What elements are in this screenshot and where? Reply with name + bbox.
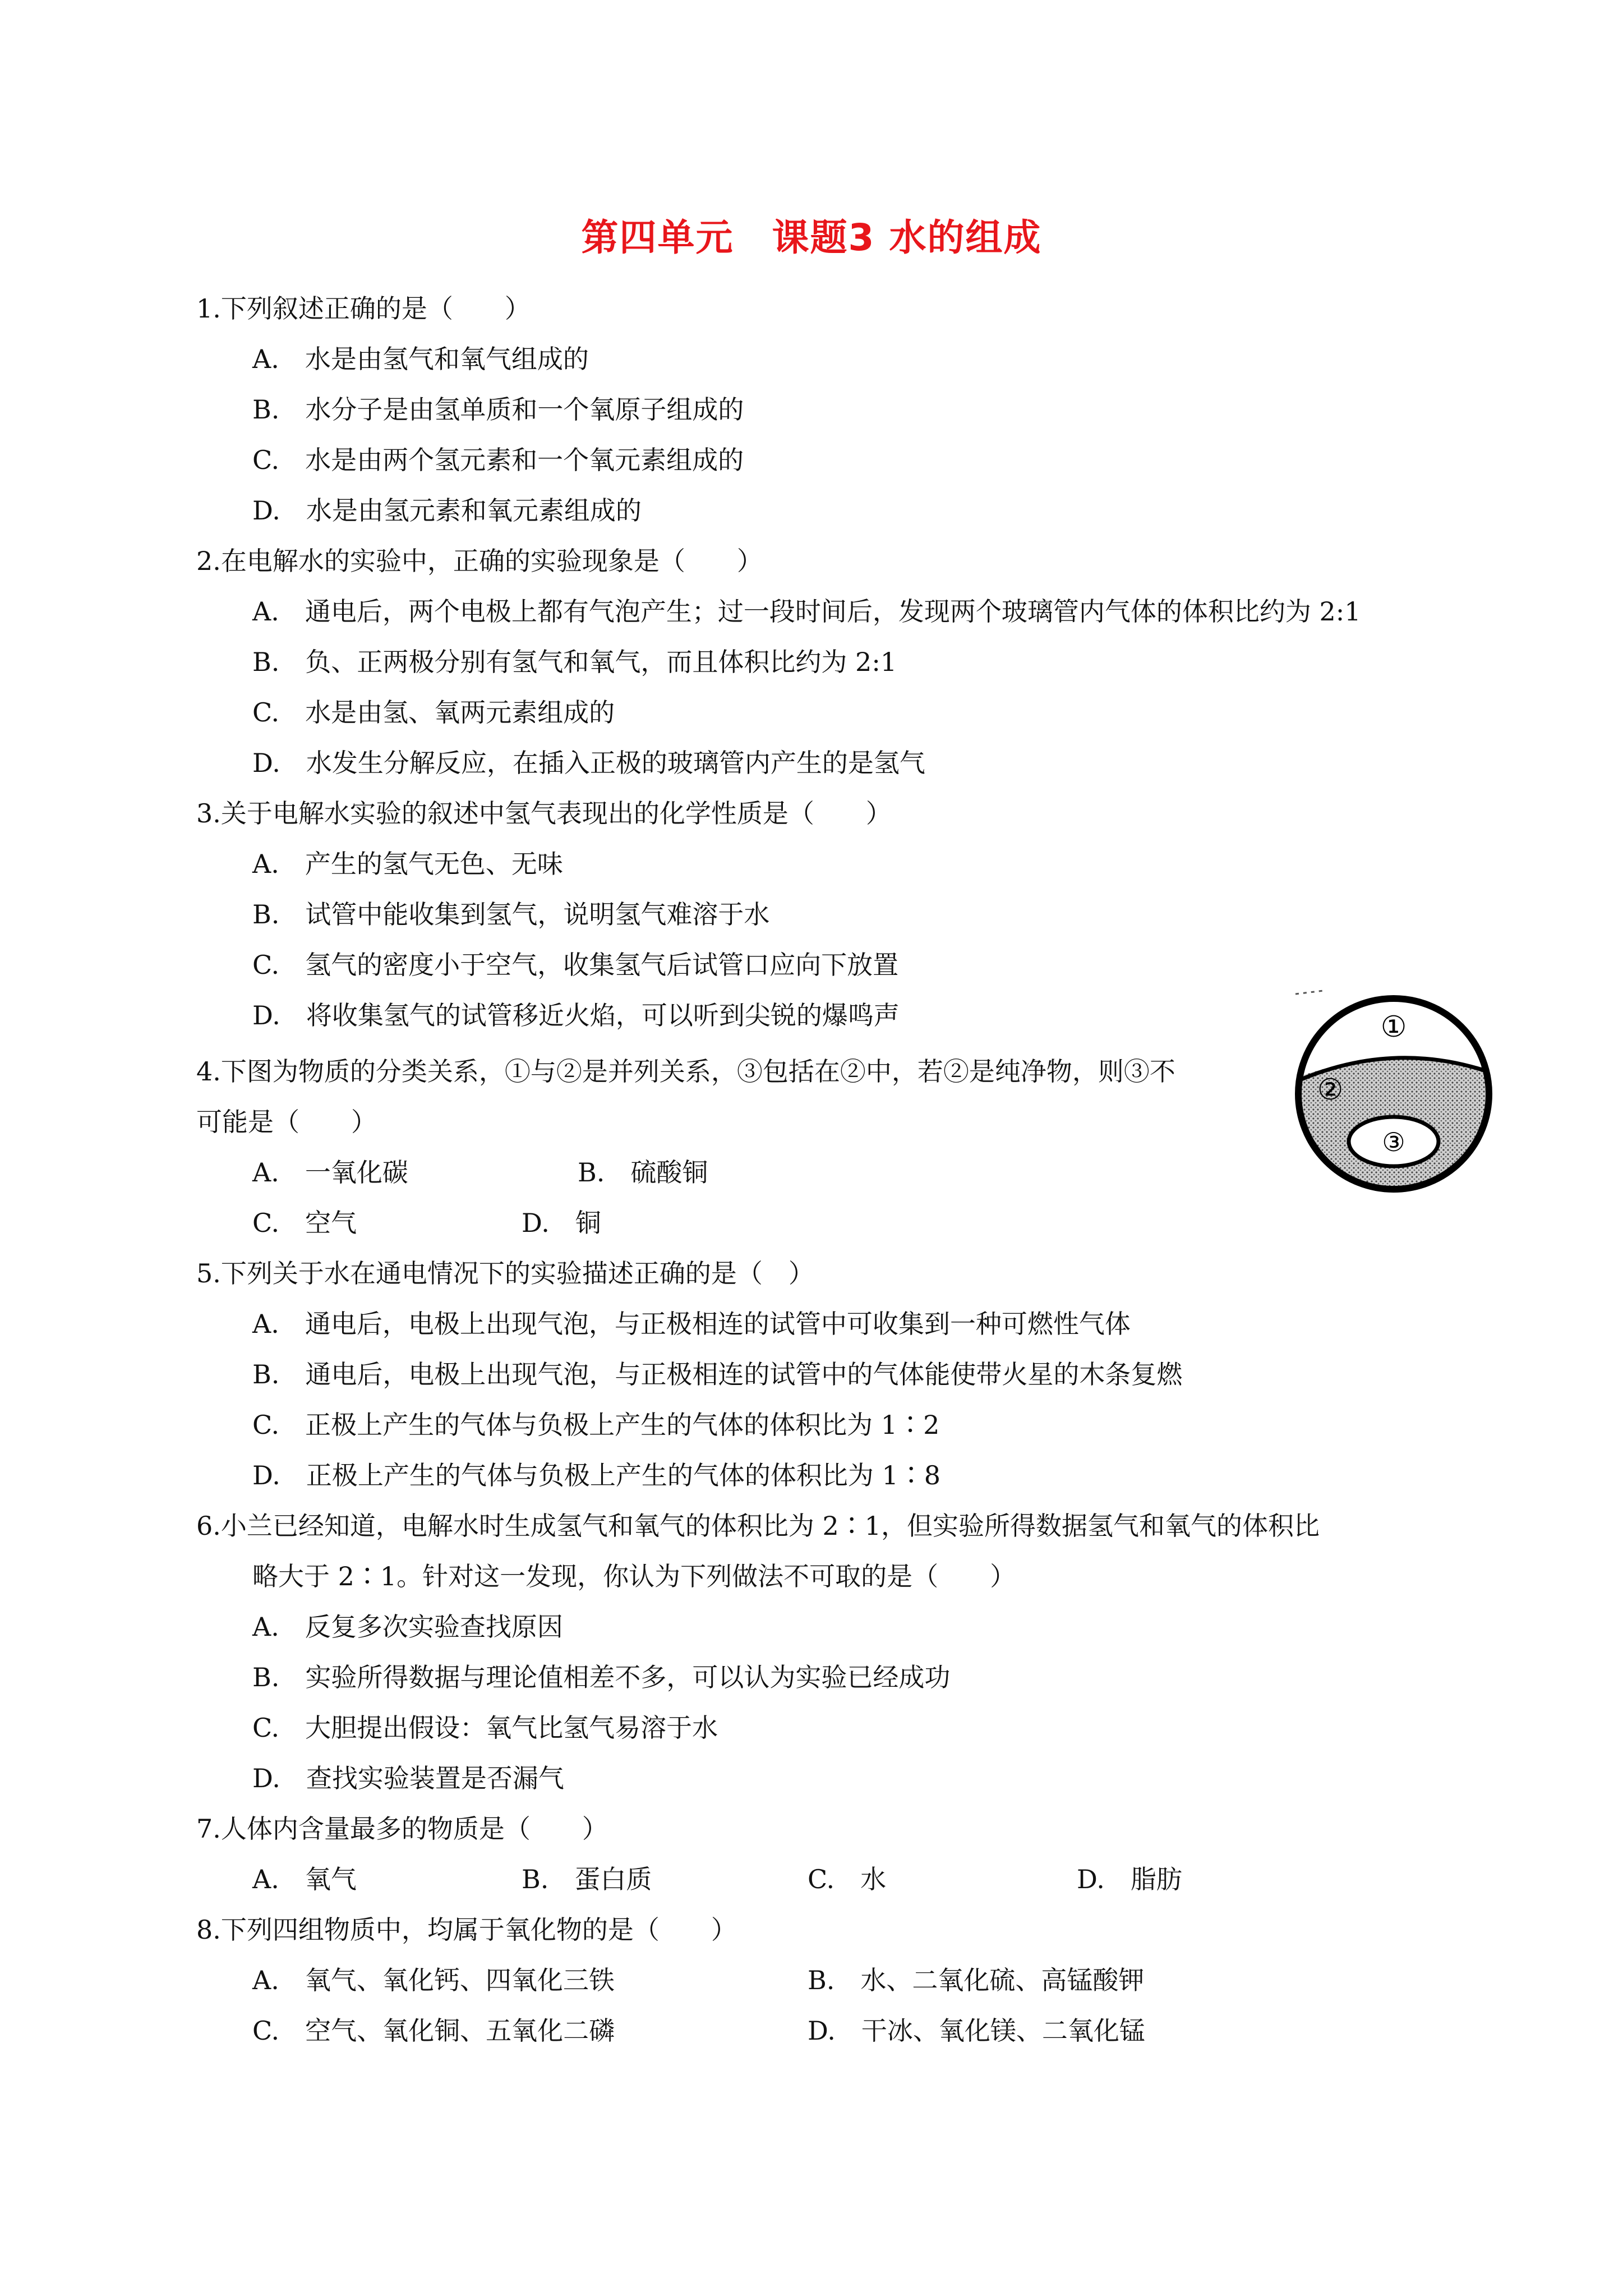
question-7-option-a: A. 氧气 — [252, 1864, 357, 1894]
question-6-option-d: D. 查找实验装置是否漏气 — [252, 1763, 564, 1793]
question-7-stem: 7.人体内含量最多的物质是（ ） — [196, 1814, 608, 1844]
question-1-stem: 1.下列叙述正确的是（ ） — [196, 293, 531, 324]
label-2: ② — [1317, 1073, 1344, 1107]
question-5-option-b: B. 通电后，电极上出现气泡，与正极相连的试管中的气体能使带火星的木条复燃 — [252, 1359, 1183, 1389]
question-1-option-d: D. 水是由氢元素和氧元素组成的 — [252, 495, 642, 526]
question-4-option-c: C. 空气 — [252, 1208, 357, 1238]
question-7-option-c: C. 水 — [808, 1864, 887, 1894]
question-4-option-a: A. 一氧化碳 — [252, 1157, 408, 1188]
question-6-option-b: B. 实验所得数据与理论值相差不多，可以认为实验已经成功 — [252, 1662, 951, 1692]
question-1-option-b: B. 水分子是由氢单质和一个氧原子组成的 — [252, 394, 744, 425]
question-3-stem: 3.关于电解水实验的叙述中氢气表现出的化学性质是（ ） — [196, 798, 892, 829]
question-4-stem: 4.下图为物质的分类关系，①与②是并列关系，③包括在②中，若②是纯净物，则③不 — [196, 1056, 1175, 1087]
question-8-option-a: A. 氧气、氧化钙、四氧化三铁 — [252, 1965, 615, 1995]
question-6-stem: 6.小兰已经知道，电解水时生成氢气和氧气的体积比为 2∶1，但实验所得数据氢气和氧气的体积比 — [196, 1511, 1320, 1541]
question-7-option-d: D. 脂肪 — [1077, 1864, 1182, 1894]
question-4-stem-cont: 可能是（ ） — [196, 1107, 377, 1137]
question-5-option-a: A. 通电后，电极上出现气泡，与正极相连的试管中可收集到一种可燃性气体 — [252, 1309, 1131, 1339]
question-2-option-c: C. 水是由氢、氧两元素组成的 — [252, 697, 615, 728]
question-5-option-d: D. 正极上产生的气体与负极上产生的气体的体积比为 1∶8 — [252, 1460, 941, 1490]
question-8-option-d: D. 干冰、氧化镁、二氧化锰 — [808, 2016, 1145, 2046]
question-5-option-c: C. 正极上产生的气体与负极上产生的气体的体积比为 1∶2 — [252, 1410, 940, 1440]
question-8-stem: 8.下列四组物质中，均属于氧化物的是（ ） — [196, 1915, 737, 1945]
question-3-option-d: D. 将收集氢气的试管移近火焰，可以听到尖锐的爆鸣声 — [252, 1000, 900, 1030]
question-1-option-a: A. 水是由氢气和氧气组成的 — [252, 344, 589, 374]
question-2-option-d: D. 水发生分解反应，在插入正极的玻璃管内产生的是氢气 — [252, 748, 925, 778]
question-1-option-c: C. 水是由两个氢元素和一个氧元素组成的 — [252, 445, 744, 475]
question-3-option-a: A. 产生的氢气无色、无味 — [252, 849, 563, 879]
question-3-option-c: C. 氢气的密度小于空气，收集氢气后试管口应向下放置 — [252, 950, 899, 980]
question-6-option-c: C. 大胆提出假设：氧气比氢气易溶于水 — [252, 1713, 718, 1743]
question-8-option-b: B. 水、二氧化硫、高锰酸钾 — [808, 1965, 1145, 1995]
question-6-option-a: A. 反复多次实验查找原因 — [252, 1612, 563, 1642]
question-4-option-b: B. 硫酸铜 — [578, 1157, 708, 1188]
question-6-stem-cont: 略大于 2∶1。针对这一发现，你认为下列做法不可取的是（ ） — [252, 1561, 1016, 1591]
label-3: ③ — [1382, 1127, 1405, 1157]
question-4-option-d: D. 铜 — [522, 1208, 601, 1238]
question-5-stem: 5.下列关于水在通电情况下的实验描述正确的是（ ） — [196, 1258, 814, 1289]
classification-diagram — [1290, 987, 1497, 1200]
question-2-option-b: B. 负、正两极分别有氢气和氧气，而且体积比约为 2:1 — [252, 647, 897, 677]
question-2-stem: 2.在电解水的实验中，正确的实验现象是（ ） — [196, 546, 763, 576]
question-2-option-a: A. 通电后，两个电极上都有气泡产生；过一段时间后，发现两个玻璃管内气体的体积比约为 2:1 — [252, 596, 1361, 627]
question-3-option-b: B. 试管中能收集到氢气，说明氢气难溶于水 — [252, 899, 770, 930]
question-8-option-c: C. 空气、氧化铜、五氧化二磷 — [252, 2016, 615, 2046]
page-title: 第四单元 课题3 水的组成 — [581, 216, 1042, 259]
label-1: ① — [1380, 1010, 1407, 1044]
question-7-option-b: B. 蛋白质 — [522, 1864, 652, 1894]
diagram-smudge — [1295, 991, 1324, 994]
